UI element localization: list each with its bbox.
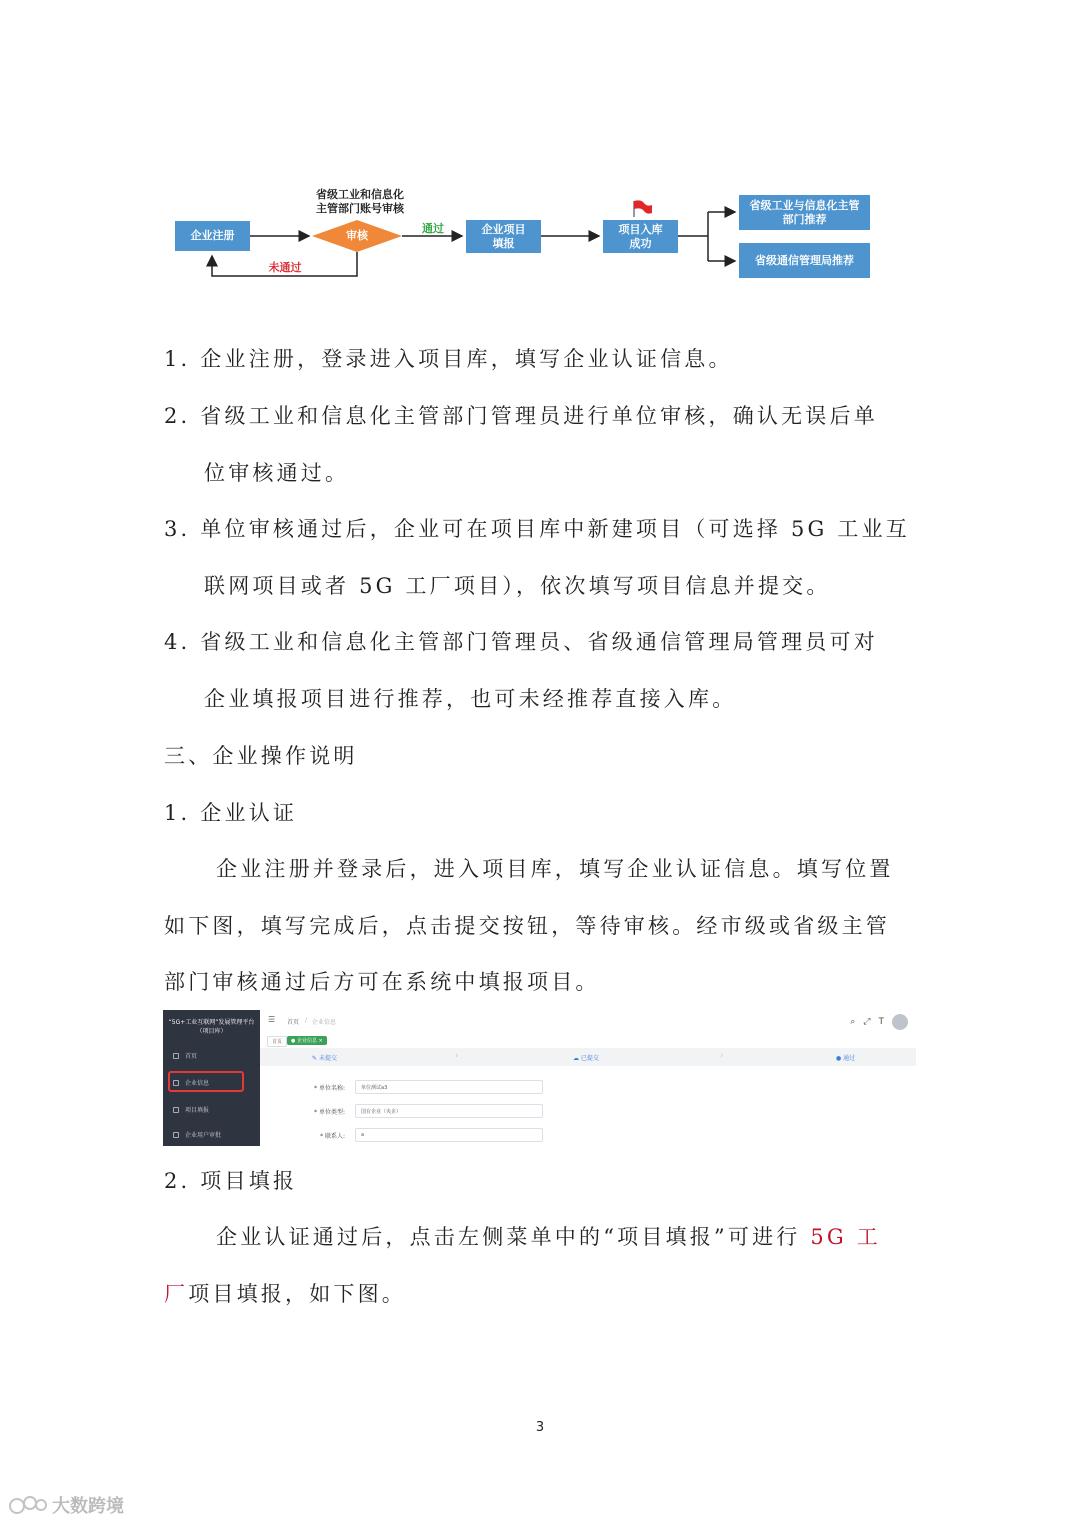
step-1: 1. 企业注册，登录进入项目库，填写企业认证信息。 <box>164 347 733 371</box>
field-label-unit-type: * 单位类型: <box>314 1109 345 1116</box>
fail-label: 未通过 <box>268 261 302 274</box>
font-size-icon[interactable]: T <box>878 1017 884 1027</box>
stored-box: 项目入库 成功 <box>603 220 678 253</box>
breadcrumb-current: 企业信息 <box>312 1019 337 1026</box>
page-number: 3 <box>535 1420 545 1435</box>
para-1-line-1: 企业注册并登录后，进入项目库，填写企业认证信息。填写位置 <box>216 857 894 881</box>
fill-box: 企业项目 填报 <box>466 220 541 253</box>
recommend-box-2: 省级通信管理局推荐 <box>739 243 870 278</box>
sidebar-item-user-approval[interactable]: 企业用户审批 <box>173 1130 221 1139</box>
highlight-5g: 5G 工 <box>810 1225 881 1249</box>
tab-home[interactable]: 首页 <box>267 1036 287 1047</box>
breadcrumb-separator: / <box>305 1017 308 1024</box>
step-3-line-2: 联网项目或者 5G 工厂项目），依次填写项目信息并提交。 <box>204 574 831 598</box>
chevron-right-icon: › <box>720 1051 724 1061</box>
home-icon <box>173 1053 179 1059</box>
sidebar <box>163 1010 260 1146</box>
sidebar-title: “5G+工业互联网”发展管理平台 （项目库） <box>168 1019 255 1035</box>
status-steps <box>260 1048 916 1066</box>
watermark-logo-icon <box>8 1494 48 1516</box>
flowchart <box>0 0 1080 300</box>
step-2-line-1: 2. 省级工业和信息化主管部门管理员进行单位审核，确认无误后单 <box>164 404 878 428</box>
search-icon[interactable]: ⌕ <box>850 1017 856 1027</box>
topbar <box>260 1010 916 1032</box>
recommend-box-1: 省级工业与信息化主管 部门推荐 <box>739 195 870 230</box>
review-label: 审核 <box>346 229 368 242</box>
register-box: 企业注册 <box>175 221 250 251</box>
subheading-1: 1. 企业认证 <box>164 801 298 825</box>
step-passed: ● 通过 <box>836 1055 856 1062</box>
document-icon <box>173 1107 179 1113</box>
menu-toggle-icon[interactable]: ☰ <box>268 1015 276 1024</box>
field-label-contact: * 联系人: <box>320 1133 345 1140</box>
sidebar-item-company-info[interactable]: 企业信息 <box>173 1078 209 1087</box>
highlight-factory: 厂 <box>164 1282 189 1306</box>
step-4-line-1: 4. 省级工业和信息化主管部门管理员、省级通信管理局管理员可对 <box>164 630 878 654</box>
flowchart-connectors <box>0 0 1080 300</box>
para-1-line-3: 部门审核通过后方可在系统中填报项目。 <box>164 970 600 994</box>
sidebar-item-project-fill[interactable]: 项目填报 <box>173 1105 209 1114</box>
watermark <box>8 1492 124 1518</box>
field-label-unit-name: * 单位名称: <box>314 1085 345 1092</box>
para-2-line-1: 企业认证通过后，点击左侧菜单中的“项目填报”可进行 5G 工 <box>216 1225 881 1249</box>
subheading-2: 2. 项目填报 <box>164 1169 298 1193</box>
para-2-line-2: 厂项目填报，如下图。 <box>164 1282 407 1306</box>
step-2-line-2: 位审核通过。 <box>204 461 350 485</box>
unit-name-input[interactable]: 单位测试a3 <box>355 1080 543 1094</box>
breadcrumb-home[interactable]: 首页 <box>287 1019 300 1026</box>
tab-company-info[interactable]: ● 企业信息 × <box>287 1036 327 1045</box>
chevron-right-icon: › <box>455 1051 459 1061</box>
para-1-line-2: 如下图，填写完成后，点击提交按钮，等待审核。经市级或省级主管 <box>164 914 890 938</box>
avatar[interactable] <box>892 1014 908 1030</box>
sidebar-item-home[interactable]: 首页 <box>173 1051 197 1060</box>
watermark-text: 大数跨境 <box>52 1496 124 1517</box>
step-submitted: ☁ 已提交 <box>573 1055 599 1062</box>
user-icon <box>173 1132 179 1138</box>
review-title: 省级工业和信息化 主管部门账号审核 <box>316 188 404 215</box>
step-3-line-1: 3. 单位审核通过后，企业可在项目库中新建项目（可选择 5G 工业互 <box>164 517 910 541</box>
company-icon <box>173 1080 179 1086</box>
unit-type-select[interactable]: 国有企业（央企） <box>355 1104 543 1118</box>
pass-label: 通过 <box>422 222 444 235</box>
section-heading: 三、企业操作说明 <box>164 744 358 768</box>
step-4-line-2: 企业填报项目进行推荐，也可未经推荐直接入库。 <box>204 687 737 711</box>
contact-input[interactable]: a <box>355 1128 543 1142</box>
platform-screenshot <box>163 1010 916 1146</box>
topbar-icons <box>850 1014 908 1030</box>
flag-icon <box>634 200 652 213</box>
step-not-submitted: ✎ 未提交 <box>312 1055 337 1062</box>
fullscreen-icon[interactable]: ⤢ <box>863 1017 871 1027</box>
